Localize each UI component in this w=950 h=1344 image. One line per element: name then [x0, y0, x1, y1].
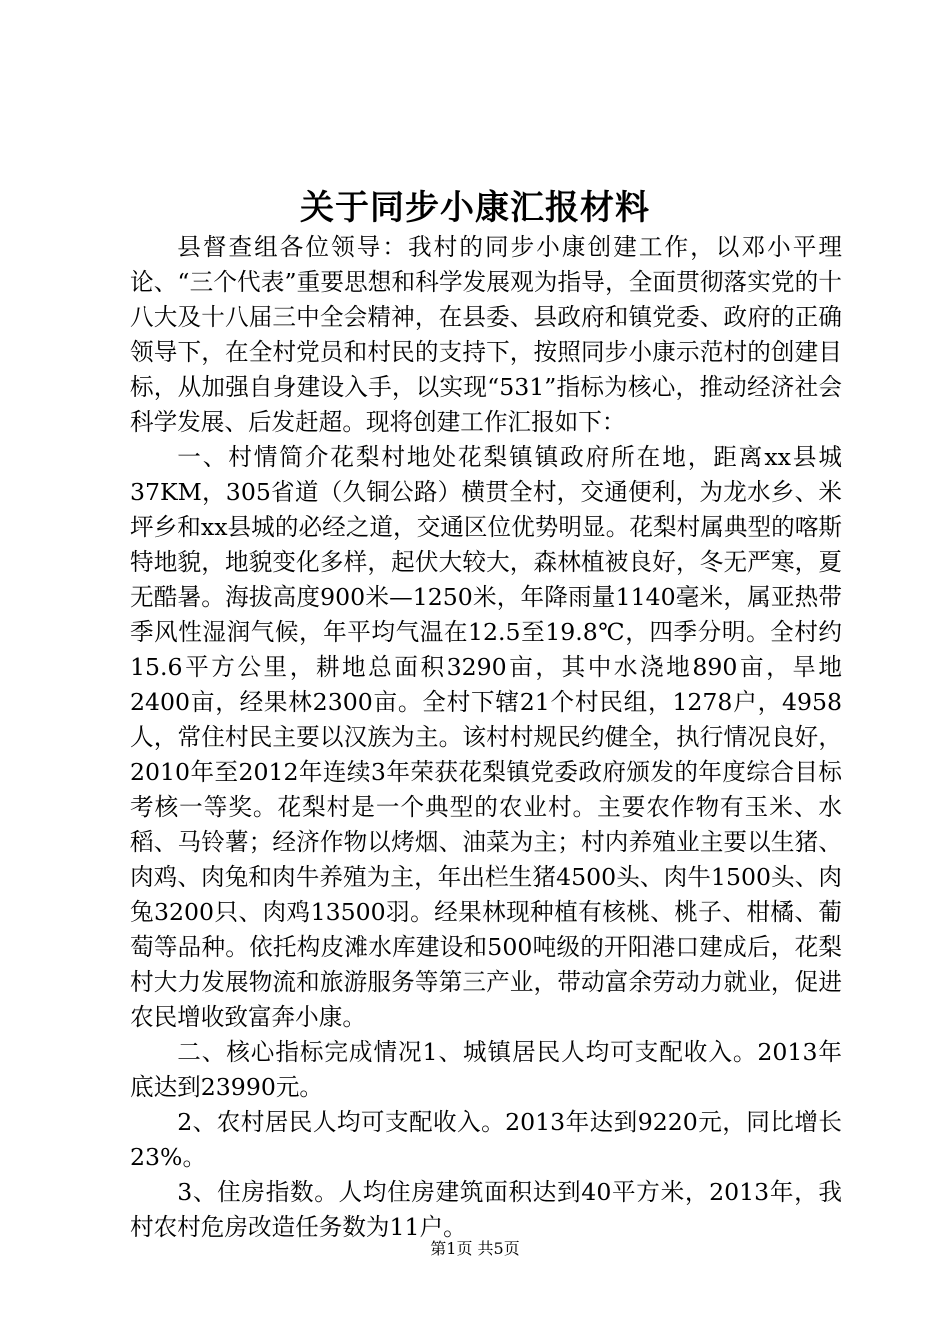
paragraph-intro: 县督查组各位领导：我村的同步小康创建工作，以邓小平理论、“三个代表”重要思想和科学发展观为指导，全面贯彻落实党的十八大及十八届三中全会精神，在县委、县政府和镇党委、政府的正确领导下，在全村党员和村民的支持下，按照同步小康示范村的创建目标，从加强自身建设入手，以实现“531”指标为核心，推动经济社会科学发展、后发赶超。现将创建工作汇报如下：: [130, 233, 842, 436]
page-footer: 第1页 共5页: [430, 1239, 520, 1258]
document-body: [130, 230, 842, 1245]
paragraph-housing-index: 3、住房指数。人均住房建筑面积达到40平方米，2013年，我村农村危房改造任务数为11户。: [130, 1178, 842, 1241]
document-title: 关于同步小康汇报材料: [300, 188, 650, 228]
paragraph-core-indicators: 二、核心指标完成情况1、城镇居民人均可支配收入。2013年底达到23990元。: [130, 1038, 842, 1101]
paragraph-rural-income: 2、农村居民人均可支配收入。2013年达到9220元，同比增长23%。: [130, 1108, 842, 1171]
paragraph-village-profile: 一、村情简介花梨村地处花梨镇镇政府所在地，距离xx县城37KM，305省道（久铜公路）横贯全村，交通便利，为龙水乡、米坪乡和xx县城的必经之道，交通区位优势明显。花梨村属典型的喀斯特地貌，地貌变化多样，起伏大较大，森林植被良好，冬无严寒，夏无酷暑。海拔高度900米—1250米，年降雨量1140毫米，属亚热带季风性湿润气候，年平均气温在12.5至19.8℃，四季分明。全村约15.6平方公里，耕地总面积3290亩，其中水浇地890亩，旱地2400亩，经果林2300亩。全村下辖21个村民组，1278户，4958人，常住村民主要以汉族为主。该村村规民约健全，执行情况良好，2010年至2012年连续3年荣获花梨镇党委政府颁发的年度综合目标考核一等奖。花梨村是一个典型的农业村。主要农作物有玉米、水稻、马铃薯；经济作物以烤烟、油菜为主；村内养殖业主要以生猪、肉鸡、肉兔和肉牛养殖为主，年出栏生猪4500头、肉牛1500头、肉兔3200只、肉鸡13500羽。经果林现种植有核桃、桃子、柑橘、葡萄等品种。依托构皮滩水库建设和500吨级的开阳港口建成后，花梨村大力发展物流和旅游服务等第三产业，带动富余劳动力就业，促进农民增收致富奔小康。: [130, 443, 842, 1031]
